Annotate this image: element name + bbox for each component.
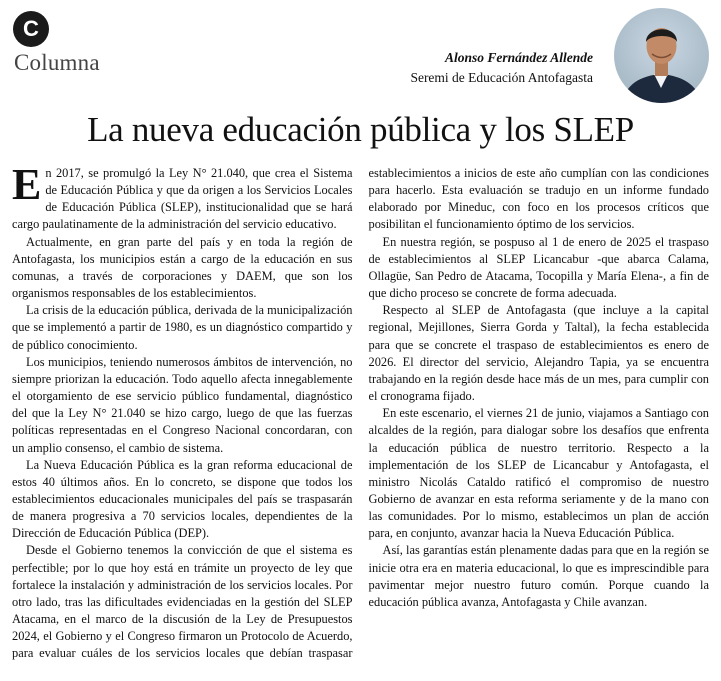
badge-letter: C [23,16,39,41]
article-paragraph-4: Los municipios, teniendo numerosos ámbitos de intervención, no siempre priorizan la educación. Todo aquello afecta innegablemente el otorgamiento de ese servicio público fundamental, diagnóstico del que la Ley N° 21.040 se hizo cargo, luego de que las fuerzas políticas representadas en el Congreso Nacional concordaran, con un amplio consenso, el cambio de sistema. [12,354,353,455]
author-name: Alonso Fernández Allende [444,50,593,65]
paragraph-text: n 2017, se promulgó la Ley N° 21.040, que crea el Sistema de Educación Pública y que da origen a los Servicios Locales de Educación Pública (SLEP), institucionalidad que se hará cargo paulatinamente de la administración del servicio educativo. [12,166,353,232]
article-paragraph-10: Así, las garantías están plenamente dadas para que en la región se inicie otra era en materia educacional, lo que es imprescindible para pavimentar mejor nuestro futuro común. Porque cuando la educación pública avanza, Antofagasta y Chile avanzan. [368,543,709,609]
drop-cap: E [12,160,42,209]
author-photo [614,8,709,103]
article-title: La nueva educación pública y los SLEP [87,110,634,149]
article-paragraph-6: Desde el Gobierno tenemos la convicción de que el sistema es perfectible; por lo que hoy está en trámite un proyecto de ley que fortalece la instalación y administración de los servicios locales. Por otro lado, tras las dificultades evidenciadas en la gestión del SLEP Atacama, en el marco de la discusión de la Ley de Presupuestos 2024, el Gobierno y el Congreso firmaron un Protocolo de Acuerdo, para evaluar cuáles de los servicios locales que debían traspasar establecimientos a inicios de este año cumplían con las condiciones para hacerlo. Esta evaluación se tradujo en un informe fundado elaborado por Mineduc, con foco en los procesos críticos que posibilitan el funcionamiento óptimo de los servicios. [12,166,709,661]
article-paragraph-2: Actualmente, en gran parte del país y en toda la región de Antofagasta, los municipios están a cargo de la educación en sus comunas, a través de corporaciones y DAEM, que son los organismos responsables de los establecimientos. [12,234,353,301]
article-paragraph-1 [12,160,353,234]
article-paragraph-9: En este escenario, el viernes 21 de junio, viajamos a Santiago con alcaldes de la región, para dialogar sobre los desafíos que enfrenta la educación pública de nuestro territorio. Respecto a la implementación de los SLEP de Licancabur y Antofagasta, el ministro Nicolás Cataldo ratificó el compromiso de nuestro Gobierno de avanzar en esta reforma seriamente y de la mano con las comunidades. Por lo mismo, establecimos un plan de acción para, en conjunto, avanzar hacia la Nueva Educación Pública. [368,406,709,541]
author-portrait-image [614,8,709,103]
author-role: Seremi de Educación Antofagasta [410,70,593,85]
section-label: Columna [14,50,100,75]
article-paragraph-5: La Nueva Educación Pública es la gran reforma educacional de estos 40 últimos años. En lo concreto, se dispone que todos los establecimientos educacionales municipales del país se traspasarán de manera progresiva a 70 servicios locales, dependientes de la Dirección de Educación Pública (DEP). [12,457,353,541]
article-paragraph-8: Respecto al SLEP de Antofagasta (que incluye a la capital regional, Mejillones, Sierra Gorda y Taltal), la fecha establecida para que se concrete el traspaso de establecimientos es enero de 2026. El director del servicio, Alejandro Tapia, ya se encuentra trabajando en la región desde hace más de un mes, para cumplir con el cronograma fijado. [368,303,709,404]
article-body [12,160,709,677]
column-badge [13,11,49,47]
article-paragraph-7: En nuestra región, se pospuso al 1 de enero de 2025 el traspaso de establecimientos al SLEP Licancabur -que abarca Calama, Ollagüe, San Pedro de Atacama, Tocopilla y María Elena-, a fin de que dicho proceso se concrete de forma adecuada. [368,234,709,301]
article-paragraph-3: La crisis de la educación pública, derivada de la municipalización que se implementó a partir de 1980, es un diagnóstico compartido y de público conocimiento. [12,303,353,352]
author-byline [410,48,593,88]
